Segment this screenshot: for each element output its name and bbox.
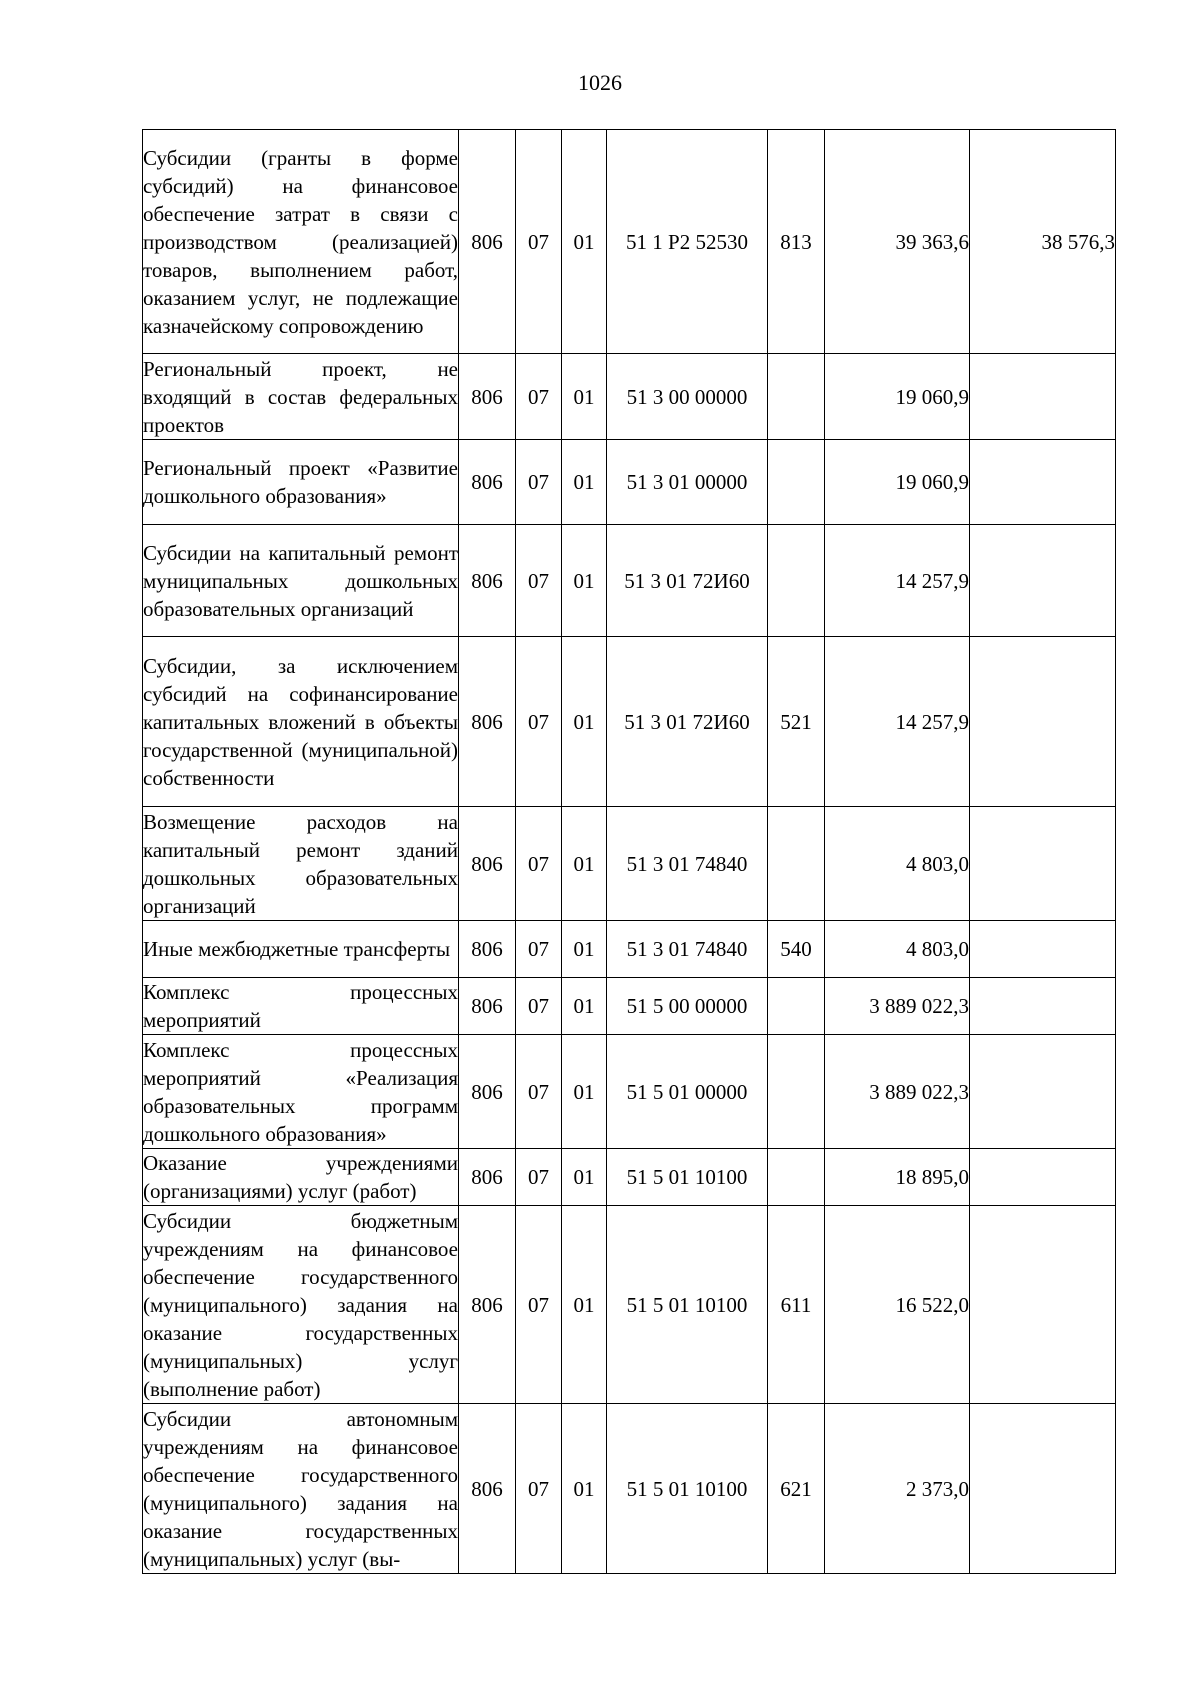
row-section-code: 07: [516, 1404, 562, 1574]
row-target-article: 51 5 01 10100: [607, 1149, 768, 1206]
row-amount-1: 39 363,6: [825, 130, 970, 354]
row-amount-1: 4 803,0: [825, 921, 970, 978]
row-expense-type: [768, 1149, 825, 1206]
budget-table: [142, 129, 1116, 1574]
row-section-code: 07: [516, 440, 562, 525]
row-name: Комплекс процессных мероприятий «Реализация образовательных программ дошкольного образования»: [143, 1035, 459, 1149]
row-target-article: 51 5 00 00000: [607, 978, 768, 1035]
table-row: [143, 130, 1116, 354]
table-row: [143, 637, 1116, 807]
table-row: [143, 1404, 1116, 1574]
row-subsection-code: 01: [562, 637, 607, 807]
table-row: [143, 525, 1116, 637]
row-name: Иные межбюджетные трансферты: [143, 921, 459, 978]
row-subsection-code: 01: [562, 1404, 607, 1574]
row-expense-type: 521: [768, 637, 825, 807]
row-amount-1: 14 257,9: [825, 637, 970, 807]
table-row: [143, 1206, 1116, 1404]
row-amount-1: 2 373,0: [825, 1404, 970, 1574]
table-row: [143, 354, 1116, 440]
row-amount-2: [970, 440, 1116, 525]
row-expense-type: 611: [768, 1206, 825, 1404]
row-amount-2: [970, 978, 1116, 1035]
row-target-article: 51 3 01 72И60: [607, 637, 768, 807]
row-target-article: 51 3 01 72И60: [607, 525, 768, 637]
row-expense-type: 540: [768, 921, 825, 978]
row-gr-code: 806: [459, 354, 516, 440]
row-expense-type: [768, 525, 825, 637]
table-row: [143, 1149, 1116, 1206]
row-subsection-code: 01: [562, 1149, 607, 1206]
row-amount-1: 18 895,0: [825, 1149, 970, 1206]
row-gr-code: 806: [459, 637, 516, 807]
row-amount-1: 3 889 022,3: [825, 978, 970, 1035]
row-gr-code: 806: [459, 1206, 516, 1404]
page-number: 1026: [578, 70, 622, 95]
row-subsection-code: 01: [562, 921, 607, 978]
row-amount-1: 4 803,0: [825, 807, 970, 921]
row-gr-code: 806: [459, 1404, 516, 1574]
row-section-code: 07: [516, 1206, 562, 1404]
row-amount-2: [970, 354, 1116, 440]
row-expense-type: [768, 807, 825, 921]
row-name: Субсидии автономным учреждениям на финансовое обеспечение государственного (муниципального) задания на оказание государственных (муниципальных) услуг (вы-: [143, 1404, 459, 1574]
row-target-article: 51 1 Р2 52530: [607, 130, 768, 354]
row-target-article: 51 3 01 74840: [607, 807, 768, 921]
row-name: Комплекс процессных мероприятий: [143, 978, 459, 1035]
row-target-article: 51 3 00 00000: [607, 354, 768, 440]
row-name: Субсидии (гранты в форме субсидий) на финансовое обеспечение затрат в связи с производством (реализацией) товаров, выполнением работ, оказанием услуг, не подлежащие казначейскому сопровождению: [143, 130, 459, 354]
row-amount-1: 19 060,9: [825, 440, 970, 525]
row-expense-type: [768, 1035, 825, 1149]
row-subsection-code: 01: [562, 354, 607, 440]
row-amount-2: [970, 1206, 1116, 1404]
row-expense-type: [768, 354, 825, 440]
table-row: [143, 978, 1116, 1035]
row-subsection-code: 01: [562, 440, 607, 525]
row-name: Возмещение расходов на капитальный ремонт зданий дошкольных образовательных организаций: [143, 807, 459, 921]
row-section-code: 07: [516, 1035, 562, 1149]
row-name: Региональный проект, не входящий в состав федеральных проектов: [143, 354, 459, 440]
row-name: Оказание учреждениями (организациями) услуг (работ): [143, 1149, 459, 1206]
row-amount-1: 14 257,9: [825, 525, 970, 637]
row-target-article: 51 3 01 00000: [607, 440, 768, 525]
row-subsection-code: 01: [562, 1035, 607, 1149]
row-gr-code: 806: [459, 1149, 516, 1206]
row-subsection-code: 01: [562, 1206, 607, 1404]
row-gr-code: 806: [459, 130, 516, 354]
row-expense-type: 621: [768, 1404, 825, 1574]
row-section-code: 07: [516, 354, 562, 440]
table-row: [143, 921, 1116, 978]
row-amount-1: 3 889 022,3: [825, 1035, 970, 1149]
row-amount-2: [970, 921, 1116, 978]
row-amount-2: [970, 1149, 1116, 1206]
row-gr-code: 806: [459, 1035, 516, 1149]
row-target-article: 51 5 01 10100: [607, 1206, 768, 1404]
row-section-code: 07: [516, 921, 562, 978]
row-amount-2: [970, 1035, 1116, 1149]
row-subsection-code: 01: [562, 130, 607, 354]
row-section-code: 07: [516, 1149, 562, 1206]
table-row: [143, 807, 1116, 921]
row-name: Субсидии бюджетным учреждениям на финансовое обеспечение государственного (муниципального) задания на оказание государственных (муниципальных) услуг (выполнение работ): [143, 1206, 459, 1404]
row-section-code: 07: [516, 807, 562, 921]
row-expense-type: 813: [768, 130, 825, 354]
row-amount-2: [970, 1404, 1116, 1574]
row-target-article: 51 3 01 74840: [607, 921, 768, 978]
row-amount-2: 38 576,3: [970, 130, 1116, 354]
row-amount-1: 19 060,9: [825, 354, 970, 440]
row-amount-2: [970, 637, 1116, 807]
table-body: [143, 130, 1116, 1574]
row-subsection-code: 01: [562, 807, 607, 921]
table-row: [143, 1035, 1116, 1149]
row-section-code: 07: [516, 637, 562, 807]
row-gr-code: 806: [459, 440, 516, 525]
row-target-article: 51 5 01 00000: [607, 1035, 768, 1149]
row-section-code: 07: [516, 978, 562, 1035]
row-amount-2: [970, 807, 1116, 921]
row-name: Субсидии на капитальный ремонт муниципальных дошкольных образовательных организаций: [143, 525, 459, 637]
row-gr-code: 806: [459, 978, 516, 1035]
row-amount-2: [970, 525, 1116, 637]
row-amount-1: 16 522,0: [825, 1206, 970, 1404]
row-subsection-code: 01: [562, 525, 607, 637]
row-name: Субсидии, за исключением субсидий на софинансирование капитальных вложений в объекты государственной (муниципальной) собственности: [143, 637, 459, 807]
row-expense-type: [768, 978, 825, 1035]
row-expense-type: [768, 440, 825, 525]
row-name: Региональный проект «Развитие дошкольного образования»: [143, 440, 459, 525]
row-section-code: 07: [516, 525, 562, 637]
row-target-article: 51 5 01 10100: [607, 1404, 768, 1574]
table-row: [143, 440, 1116, 525]
row-subsection-code: 01: [562, 978, 607, 1035]
row-section-code: 07: [516, 130, 562, 354]
row-gr-code: 806: [459, 921, 516, 978]
row-gr-code: 806: [459, 807, 516, 921]
row-gr-code: 806: [459, 525, 516, 637]
